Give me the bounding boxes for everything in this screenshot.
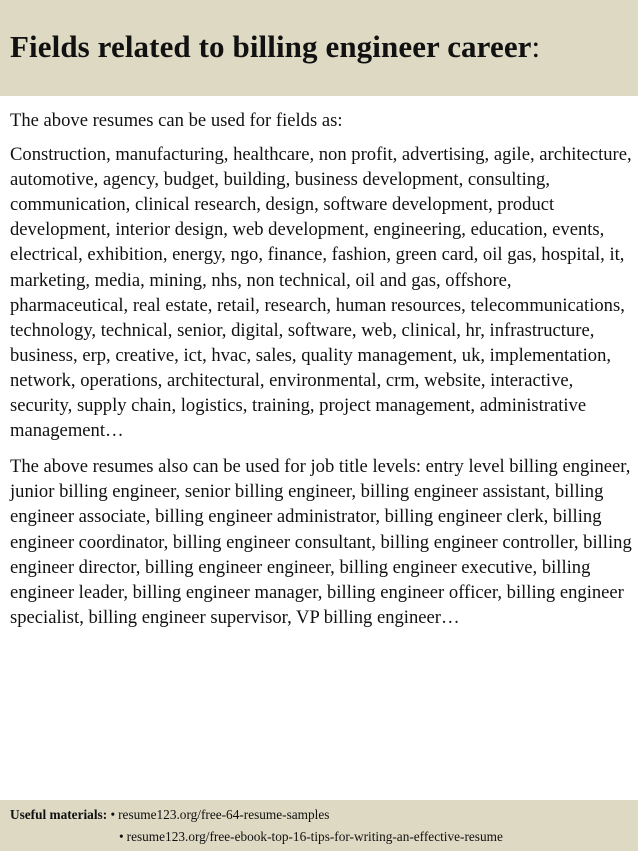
useful-materials-label	[10, 807, 107, 822]
page-title-colon: :	[531, 29, 541, 64]
resume-samples-link[interactable]: resume123.org/free-64-resume-samples	[118, 807, 330, 822]
footer-bar	[0, 800, 638, 851]
bullet-icon: •	[119, 829, 124, 844]
page-title-text: Fields related to billing engineer career	[10, 29, 532, 64]
page-title	[10, 25, 540, 69]
main-content	[10, 108, 634, 630]
useful-materials-colon: :	[102, 807, 108, 822]
useful-materials-text: Useful materials	[10, 807, 103, 822]
bullet-icon: •	[110, 807, 116, 822]
ebook-tips-link[interactable]: resume123.org/free-ebook-top-16-tips-for-writing-an-effective-resume	[126, 829, 503, 844]
job-title-levels: The above resumes also can be used for job title levels: entry level billing engineer, junior billing engineer, senior billing engineer, billing engineer assistant, billing engineer associate, billing engineer administrator, billing engineer clerk, billing engineer coordinator, billing engineer consultant, billing engineer controller, billing engineer director, billing engineer engineer, billing engineer executive, billing engineer leader, billing engineer manager, billing engineer officer, billing engineer specialist, billing engineer supervisor, VP billing engineer…	[10, 456, 632, 628]
header-bar	[0, 0, 638, 96]
footer-row-2	[119, 827, 503, 847]
fields-list: Construction, manufacturing, healthcare, non profit, advertising, agile, architecture, automotive, agency, budget, building, business development, consulting, communication, clinical research, design, software development, product development, interior design, web development, engineering, education, events, electrical, exhibition, energy, ngo, finance, fashion, green card, oil gas, hospital, it, marketing, media, mining, nhs, non technical, oil and gas, offshore, pharmaceutical, real estate, retail, research, human resources, telecommunications, technology, technical, senior, digital, software, web, clinical, hr, infrastructure, business, erp, creative, ict, hvac, sales, quality management, uk, implementation, network, operations, architectural, environmental, crm, website, interactive, security, supply chain, logistics, training, project management, administrative management…	[10, 144, 632, 442]
footer-row-1	[10, 805, 329, 825]
fields-intro: The above resumes can be used for fields as:	[10, 110, 343, 131]
